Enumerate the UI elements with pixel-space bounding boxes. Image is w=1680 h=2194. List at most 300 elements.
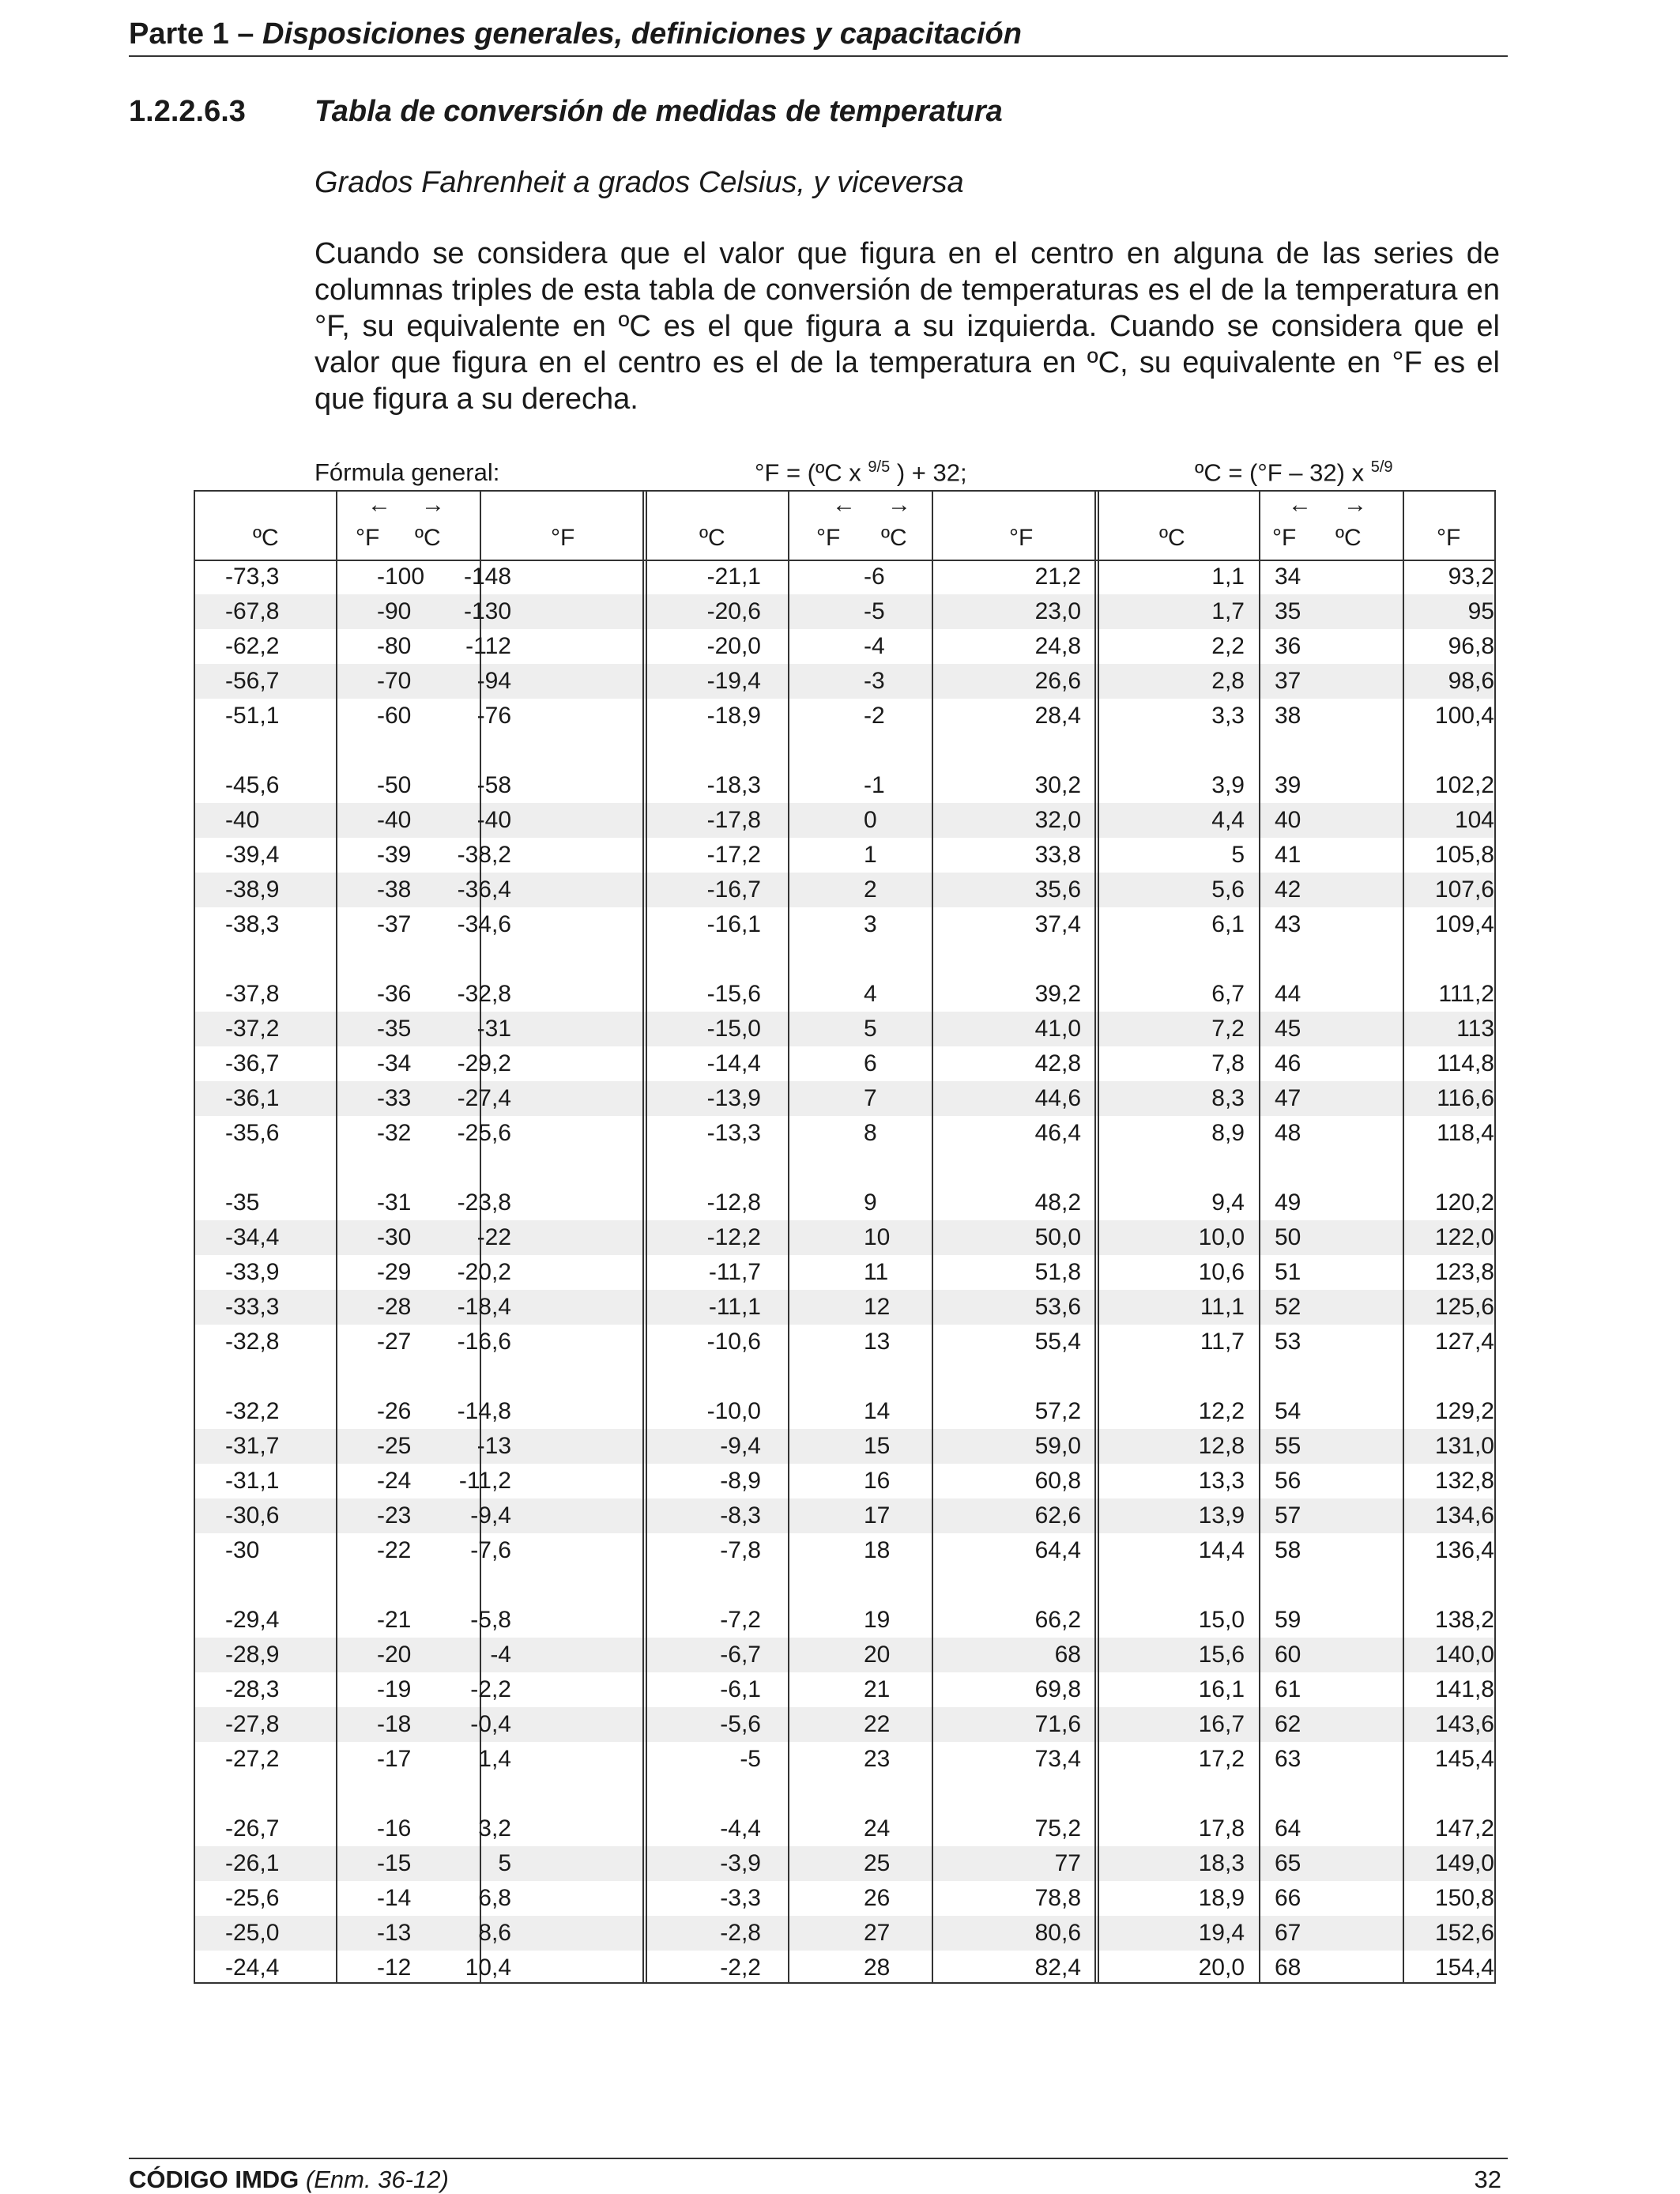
center-value-cell: 36 — [1275, 633, 1301, 659]
celsius-cell: 16,1 — [1198, 1676, 1245, 1702]
celsius-cell: -30,6 — [225, 1502, 280, 1529]
arrow-right-icon: → — [887, 492, 911, 518]
celsius-cell: 10,0 — [1198, 1224, 1245, 1250]
center-value-cell: 16 — [864, 1468, 891, 1494]
arrow-right-icon: → — [1343, 492, 1367, 518]
fahrenheit-cell: 105,8 — [1434, 842, 1494, 868]
formula-f-from-c — [755, 458, 967, 487]
fahrenheit-cell: 98,6 — [1448, 668, 1494, 694]
fahrenheit-cell: 123,8 — [1434, 1259, 1494, 1285]
center-value-cell: -25 — [377, 1433, 412, 1459]
celsius-cell: -4,4 — [720, 1815, 761, 1842]
fahrenheit-cell: 129,2 — [1434, 1398, 1494, 1424]
celsius-cell: -7,8 — [720, 1537, 761, 1563]
celsius-cell: -45,6 — [225, 772, 280, 798]
celsius-cell: 15,6 — [1198, 1642, 1245, 1668]
fahrenheit-cell: -2,2 — [470, 1676, 511, 1702]
center-value-cell: 37 — [1275, 668, 1301, 694]
fahrenheit-cell: -20,2 — [457, 1259, 511, 1285]
celsius-cell: -40 — [225, 807, 260, 833]
celsius-cell: -3,3 — [720, 1885, 761, 1911]
fahrenheit-cell: -14,8 — [457, 1398, 511, 1424]
center-value-cell: -28 — [377, 1294, 412, 1320]
celsius-cell: -51,1 — [225, 703, 280, 729]
fahrenheit-cell: -40 — [477, 807, 511, 833]
fahrenheit-cell: 33,8 — [1034, 842, 1081, 868]
celsius-cell: -62,2 — [225, 633, 280, 659]
fahrenheit-cell: -94 — [477, 668, 511, 694]
celsius-cell: 18,3 — [1198, 1850, 1245, 1876]
center-value-cell: -27 — [377, 1329, 412, 1355]
celsius-cell: -15,0 — [706, 1016, 761, 1042]
fahrenheit-cell: 6,8 — [478, 1885, 511, 1911]
center-value-cell: 64 — [1275, 1815, 1301, 1842]
center-value-cell: 54 — [1275, 1398, 1301, 1424]
center-value-cell: 57 — [1275, 1502, 1301, 1529]
fahrenheit-cell: 68 — [1054, 1642, 1081, 1668]
celsius-cell: -18,3 — [706, 772, 761, 798]
column-divider — [194, 490, 195, 1984]
section-number: 1.2.2.6.3 — [129, 95, 246, 128]
center-value-cell: 15 — [864, 1433, 891, 1459]
fahrenheit-cell: -32,8 — [457, 981, 511, 1007]
fahrenheit-cell: -25,6 — [457, 1120, 511, 1146]
center-value-cell: -37 — [377, 911, 412, 937]
center-value-cell: 52 — [1275, 1294, 1301, 1320]
center-value-cell: 46 — [1275, 1050, 1301, 1076]
column-divider — [932, 490, 933, 1984]
fahrenheit-cell: 28,4 — [1034, 703, 1081, 729]
center-value-cell: 3 — [864, 911, 877, 937]
celsius-cell: -28,9 — [225, 1642, 280, 1668]
celsius-cell: -24,4 — [225, 1955, 280, 1981]
celsius-cell: 11,1 — [1200, 1294, 1245, 1320]
fahrenheit-cell: 50,0 — [1034, 1224, 1081, 1250]
celsius-cell: -11,1 — [708, 1294, 761, 1320]
celsius-cell: 4,4 — [1211, 807, 1245, 833]
fahrenheit-cell: 8,6 — [478, 1920, 511, 1946]
fahrenheit-cell: 21,2 — [1034, 564, 1081, 590]
center-value-cell: -32 — [377, 1120, 412, 1146]
fahrenheit-cell: 82,4 — [1034, 1955, 1081, 1981]
fahrenheit-cell: 64,4 — [1034, 1537, 1081, 1563]
arrow-left-icon: ← — [367, 492, 391, 518]
celsius-cell: -27,2 — [225, 1746, 280, 1772]
celsius-cell: -31,1 — [225, 1468, 280, 1494]
fahrenheit-cell: -38,2 — [457, 842, 511, 868]
fahrenheit-cell: 46,4 — [1034, 1120, 1081, 1146]
fahrenheit-cell: 102,2 — [1434, 772, 1494, 798]
center-value-cell: -4 — [864, 633, 885, 659]
celsius-cell: -26,1 — [225, 1850, 280, 1876]
column-divider — [1098, 490, 1099, 1984]
celsius-cell: 7,8 — [1211, 1050, 1245, 1076]
center-value-cell: -5 — [864, 598, 885, 624]
fahrenheit-cell: 131,0 — [1434, 1433, 1494, 1459]
center-value-cell: -22 — [377, 1537, 412, 1563]
center-value-cell: -1 — [864, 772, 885, 798]
fahrenheit-cell: 26,6 — [1034, 668, 1081, 694]
center-value-cell: 22 — [864, 1711, 891, 1737]
fahrenheit-cell: 41,0 — [1034, 1016, 1081, 1042]
fahrenheit-cell: -36,4 — [457, 876, 511, 903]
arrow-right-icon: → — [421, 492, 445, 518]
part-title: Disposiciones generales, definiciones y capacitación — [262, 17, 1022, 51]
fahrenheit-cell: 57,2 — [1034, 1398, 1081, 1424]
fahrenheit-cell: 154,4 — [1434, 1955, 1494, 1981]
fahrenheit-cell: 23,0 — [1034, 598, 1081, 624]
center-value-cell: 26 — [864, 1885, 891, 1911]
fahrenheit-cell: 77 — [1054, 1850, 1081, 1876]
fahrenheit-cell: 53,6 — [1034, 1294, 1081, 1320]
fahrenheit-cell: 149,0 — [1434, 1850, 1494, 1876]
center-value-cell: 47 — [1275, 1085, 1301, 1111]
celsius-cell: -28,3 — [225, 1676, 280, 1702]
center-value-cell: -33 — [377, 1085, 412, 1111]
celsius-cell: 6,1 — [1211, 911, 1245, 937]
celsius-cell: -26,7 — [225, 1815, 280, 1842]
fahrenheit-cell: -16,6 — [457, 1329, 511, 1355]
celsius-cell: 5 — [1231, 842, 1245, 868]
fahrenheit-cell: 111,2 — [1438, 981, 1494, 1007]
fahrenheit-cell: 152,6 — [1434, 1920, 1494, 1946]
celsius-cell: -16,7 — [706, 876, 761, 903]
part-label: Parte 1 – — [129, 17, 262, 51]
fahrenheit-cell: 60,8 — [1034, 1468, 1081, 1494]
fahrenheit-cell: 100,4 — [1434, 703, 1494, 729]
footer-amendment: (Enm. 36-12) — [299, 2166, 449, 2193]
center-value-cell: 1 — [864, 842, 877, 868]
fahrenheit-cell: 141,8 — [1434, 1676, 1494, 1702]
center-value-cell: -70 — [377, 668, 412, 694]
center-value-cell: 66 — [1275, 1885, 1301, 1911]
column-divider — [646, 490, 647, 1984]
celsius-cell: -12,8 — [706, 1189, 761, 1216]
celsius-cell: -10,6 — [706, 1329, 761, 1355]
center-value-cell: 43 — [1275, 911, 1301, 937]
fahrenheit-cell: 95 — [1467, 598, 1494, 624]
fahrenheit-cell: 109,4 — [1434, 911, 1494, 937]
center-value-cell: -14 — [377, 1885, 412, 1911]
celsius-cell: 16,7 — [1198, 1711, 1245, 1737]
center-value-cell: -3 — [864, 668, 885, 694]
fahrenheit-cell: 55,4 — [1034, 1329, 1081, 1355]
center-value-cell: 2 — [864, 876, 877, 903]
center-value-cell: 10 — [864, 1224, 891, 1250]
celsius-cell: -25,6 — [225, 1885, 280, 1911]
celsius-cell: -6,1 — [720, 1676, 761, 1702]
fahrenheit-cell: 3,2 — [478, 1815, 511, 1842]
fahrenheit-cell: -130 — [463, 598, 511, 624]
celsius-cell: -67,8 — [225, 598, 280, 624]
celsius-cell: 6,7 — [1211, 981, 1245, 1007]
page-footer — [129, 2158, 1508, 2193]
celsius-cell: -8,9 — [720, 1468, 761, 1494]
center-value-cell: 42 — [1275, 876, 1301, 903]
center-value-cell: -30 — [377, 1224, 412, 1250]
celsius-cell: -27,8 — [225, 1711, 280, 1737]
celsius-cell: -35 — [225, 1189, 260, 1216]
fahrenheit-cell: 118,4 — [1437, 1120, 1494, 1146]
fahrenheit-cell: -31 — [477, 1016, 511, 1042]
fahrenheit-cell: 48,2 — [1034, 1189, 1081, 1216]
center-value-cell: 23 — [864, 1746, 891, 1772]
formula-c-from-f-a: ºC = (°F – 32) x — [1195, 458, 1371, 487]
celsius-cell: -13,9 — [706, 1085, 761, 1111]
center-value-cell: 5 — [864, 1016, 877, 1042]
center-value-cell: 53 — [1275, 1329, 1301, 1355]
celsius-cell: -73,3 — [225, 564, 280, 590]
formula-f-from-c-b: ) + 32; — [890, 458, 967, 487]
fahrenheit-cell: -112 — [465, 633, 511, 659]
center-value-cell: -6 — [864, 564, 885, 590]
center-value-cell: 55 — [1275, 1433, 1301, 1459]
fahrenheit-cell: 66,2 — [1034, 1607, 1081, 1633]
celsius-cell: -29,4 — [225, 1607, 280, 1633]
center-value-cell: 25 — [864, 1850, 891, 1876]
header-fahrenheit: °F — [1009, 525, 1034, 551]
fahrenheit-cell: -58 — [477, 772, 511, 798]
celsius-cell: -56,7 — [225, 668, 280, 694]
celsius-cell: -2,2 — [720, 1955, 761, 1981]
celsius-cell: -25,0 — [225, 1920, 280, 1946]
center-value-cell: -31 — [377, 1189, 412, 1216]
celsius-cell: 1,1 — [1211, 564, 1245, 590]
fahrenheit-cell: -34,6 — [457, 911, 511, 937]
fahrenheit-cell: 143,6 — [1434, 1711, 1494, 1737]
center-value-cell: -38 — [377, 876, 412, 903]
fahrenheit-cell: 145,4 — [1434, 1746, 1494, 1772]
center-value-cell: -26 — [377, 1398, 412, 1424]
section-subtitle: Grados Fahrenheit a grados Celsius, y viceversa — [315, 166, 964, 199]
celsius-cell: -32,2 — [225, 1398, 280, 1424]
fahrenheit-cell: 1,4 — [478, 1746, 511, 1772]
celsius-cell: -36,7 — [225, 1050, 280, 1076]
center-value-cell: -18 — [377, 1711, 412, 1737]
celsius-cell: -32,8 — [225, 1329, 280, 1355]
celsius-cell: 12,8 — [1198, 1433, 1245, 1459]
center-value-cell: 63 — [1275, 1746, 1301, 1772]
fahrenheit-cell: 44,6 — [1034, 1085, 1081, 1111]
fahrenheit-cell: 93,2 — [1448, 564, 1494, 590]
celsius-cell: -37,2 — [225, 1016, 280, 1042]
center-value-cell: -35 — [377, 1016, 412, 1042]
fahrenheit-cell: 122,0 — [1434, 1224, 1494, 1250]
center-value-cell: 24 — [864, 1815, 891, 1842]
center-value-cell: 34 — [1275, 564, 1301, 590]
fahrenheit-cell: 39,2 — [1034, 981, 1081, 1007]
header-fahrenheit-sub: °F — [1272, 525, 1297, 551]
header-fahrenheit: °F — [551, 525, 575, 551]
page-header — [129, 14, 1508, 57]
fahrenheit-cell: -5,8 — [470, 1607, 511, 1633]
celsius-cell: -34,4 — [225, 1224, 280, 1250]
center-value-cell: 58 — [1275, 1537, 1301, 1563]
fahrenheit-cell: 107,6 — [1434, 876, 1494, 903]
center-value-cell: 61 — [1275, 1676, 1301, 1702]
center-value-cell: 12 — [864, 1294, 891, 1320]
fahrenheit-cell: 104 — [1454, 807, 1494, 833]
fahrenheit-cell: 5 — [498, 1850, 511, 1876]
column-divider — [1494, 490, 1496, 1984]
fahrenheit-cell: 71,6 — [1034, 1711, 1081, 1737]
header-fahrenheit-sub: °F — [356, 525, 380, 551]
celsius-cell: 18,9 — [1198, 1885, 1245, 1911]
center-value-cell: -16 — [377, 1815, 412, 1842]
center-value-cell: -80 — [377, 633, 412, 659]
center-value-cell: 35 — [1275, 598, 1301, 624]
celsius-cell: 2,8 — [1211, 668, 1245, 694]
center-value-cell: -34 — [377, 1050, 412, 1076]
center-value-cell: 67 — [1275, 1920, 1301, 1946]
center-value-cell: -13 — [377, 1920, 412, 1946]
celsius-cell: -3,9 — [720, 1850, 761, 1876]
celsius-cell: 3,9 — [1211, 772, 1245, 798]
center-value-cell: -24 — [377, 1468, 412, 1494]
fahrenheit-cell: -76 — [477, 703, 511, 729]
fahrenheit-cell: -23,8 — [457, 1189, 511, 1216]
fahrenheit-cell: 138,2 — [1434, 1607, 1494, 1633]
center-value-cell: -2 — [864, 703, 885, 729]
column-divider — [1094, 490, 1096, 1984]
center-value-cell: 48 — [1275, 1120, 1301, 1146]
center-value-cell: 4 — [864, 981, 877, 1007]
celsius-cell: 10,6 — [1198, 1259, 1245, 1285]
center-value-cell: -39 — [377, 842, 412, 868]
center-value-cell: 8 — [864, 1120, 877, 1146]
column-divider — [1259, 490, 1260, 1984]
celsius-cell: -39,4 — [225, 842, 280, 868]
center-value-cell: 20 — [864, 1642, 891, 1668]
celsius-cell: -33,3 — [225, 1294, 280, 1320]
fahrenheit-cell: 96,8 — [1448, 633, 1494, 659]
fahrenheit-cell: 42,8 — [1034, 1050, 1081, 1076]
fahrenheit-cell: 59,0 — [1034, 1433, 1081, 1459]
fahrenheit-cell: 116,6 — [1437, 1085, 1494, 1111]
center-value-cell: 14 — [864, 1398, 891, 1424]
arrow-left-icon: ← — [832, 492, 856, 518]
center-value-cell: 11 — [864, 1259, 889, 1285]
fahrenheit-cell: 140,0 — [1434, 1642, 1494, 1668]
celsius-cell: 15,0 — [1198, 1607, 1245, 1633]
fahrenheit-cell: 62,6 — [1034, 1502, 1081, 1529]
center-value-cell: 49 — [1275, 1189, 1301, 1216]
fahrenheit-cell: -22 — [477, 1224, 511, 1250]
fahrenheit-cell: -29,2 — [457, 1050, 511, 1076]
center-value-cell: 39 — [1275, 772, 1301, 798]
celsius-cell: -5,6 — [720, 1711, 761, 1737]
center-value-cell: -40 — [377, 807, 412, 833]
celsius-cell: -10,0 — [706, 1398, 761, 1424]
celsius-cell: 8,3 — [1211, 1085, 1245, 1111]
celsius-cell: -6,7 — [720, 1642, 761, 1668]
celsius-cell: 13,3 — [1198, 1468, 1245, 1494]
celsius-cell: 12,2 — [1198, 1398, 1245, 1424]
center-value-cell: 0 — [864, 807, 877, 833]
fahrenheit-cell: 114,8 — [1437, 1050, 1494, 1076]
fahrenheit-cell: 69,8 — [1034, 1676, 1081, 1702]
fahrenheit-cell: 134,6 — [1434, 1502, 1494, 1529]
center-value-cell: -36 — [377, 981, 412, 1007]
celsius-cell: -15,6 — [706, 981, 761, 1007]
column-divider — [788, 490, 789, 1984]
celsius-cell: -2,8 — [720, 1920, 761, 1946]
center-value-cell: 38 — [1275, 703, 1301, 729]
page-number: 32 — [1474, 2166, 1501, 2193]
celsius-cell: 14,4 — [1198, 1537, 1245, 1563]
fahrenheit-cell: -0,4 — [470, 1711, 511, 1737]
fahrenheit-cell: -27,4 — [457, 1085, 511, 1111]
center-value-cell: -90 — [377, 598, 412, 624]
fahrenheit-cell: 73,4 — [1034, 1746, 1081, 1772]
celsius-cell: -12,2 — [706, 1224, 761, 1250]
celsius-cell: -38,9 — [225, 876, 280, 903]
fahrenheit-cell: 125,6 — [1434, 1294, 1494, 1320]
celsius-cell: -35,6 — [225, 1120, 280, 1146]
celsius-cell: -21,1 — [706, 564, 761, 590]
fahrenheit-cell: 147,2 — [1434, 1815, 1494, 1842]
formula-f-from-c-a: °F = (ºC x — [755, 458, 868, 487]
celsius-cell: 19,4 — [1198, 1920, 1245, 1946]
fahrenheit-cell: 132,8 — [1434, 1468, 1494, 1494]
center-value-cell: 40 — [1275, 807, 1301, 833]
fahrenheit-cell: 75,2 — [1034, 1815, 1081, 1842]
fahrenheit-cell: -9,4 — [470, 1502, 511, 1529]
celsius-cell: -20,6 — [706, 598, 761, 624]
formula-f-from-c-sup: 9/5 — [868, 458, 891, 476]
fahrenheit-cell: -13 — [477, 1433, 511, 1459]
celsius-cell: -20,0 — [706, 633, 761, 659]
center-value-cell: 7 — [864, 1085, 877, 1111]
fahrenheit-cell: 136,4 — [1434, 1537, 1494, 1563]
center-value-cell: -29 — [377, 1259, 412, 1285]
celsius-cell: 5,6 — [1211, 876, 1245, 903]
header-celsius: ºC — [1159, 525, 1185, 551]
center-value-cell: 18 — [864, 1537, 891, 1563]
fahrenheit-cell: -4 — [490, 1642, 511, 1668]
celsius-cell: 17,2 — [1198, 1746, 1245, 1772]
center-value-cell: -23 — [377, 1502, 412, 1529]
fahrenheit-cell: -7,6 — [470, 1537, 511, 1563]
celsius-cell: -5 — [740, 1746, 761, 1772]
celsius-cell: 1,7 — [1211, 598, 1245, 624]
center-value-cell: -12 — [377, 1955, 412, 1981]
celsius-cell: 2,2 — [1211, 633, 1245, 659]
celsius-cell: -31,7 — [225, 1433, 280, 1459]
center-value-cell: 68 — [1275, 1955, 1301, 1981]
fahrenheit-cell: 120,2 — [1434, 1189, 1494, 1216]
center-value-cell: 59 — [1275, 1607, 1301, 1633]
celsius-cell: 8,9 — [1211, 1120, 1245, 1146]
center-value-cell: 65 — [1275, 1850, 1301, 1876]
fahrenheit-cell: 30,2 — [1034, 772, 1081, 798]
center-value-cell: 27 — [864, 1920, 891, 1946]
arrow-left-icon: ← — [1288, 492, 1312, 518]
fahrenheit-cell: 127,4 — [1434, 1329, 1494, 1355]
center-value-cell: -17 — [377, 1746, 412, 1772]
header-fahrenheit-sub: °F — [816, 525, 841, 551]
center-value-cell: -100 — [377, 564, 425, 590]
center-value-cell: -19 — [377, 1676, 412, 1702]
celsius-cell: 3,3 — [1211, 703, 1245, 729]
header-celsius: ºC — [699, 525, 725, 551]
celsius-cell: -18,9 — [706, 703, 761, 729]
header-celsius-sub: ºC — [415, 525, 441, 551]
header-celsius-sub: ºC — [1335, 525, 1362, 551]
celsius-cell: -19,4 — [706, 668, 761, 694]
intro-paragraph: Cuando se considera que el valor que figura en el centro en alguna de las series de columnas triples de esta tabla de conversión de temperaturas es el de la temperatura en °F, su equivalente en ºC es el que figura a su izquierda. Cuando se considera que el valor que figura en el centro es el de la temperatura en ºC, su equivalente en °F es el que figura a su derecha. — [315, 237, 1500, 416]
fahrenheit-cell: 80,6 — [1034, 1920, 1081, 1946]
